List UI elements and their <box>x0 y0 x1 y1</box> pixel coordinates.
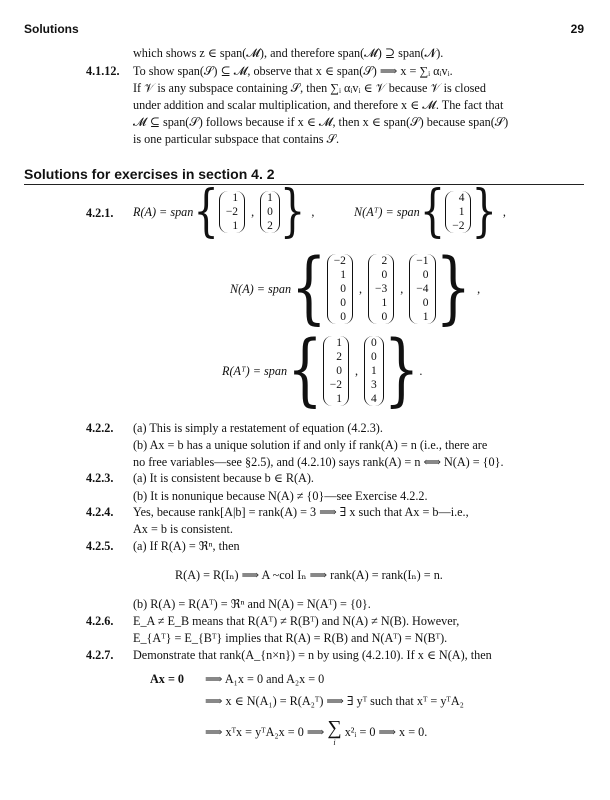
vector <box>368 254 394 324</box>
summation-symbol <box>327 718 341 748</box>
display-equation-line <box>205 718 427 748</box>
exercise-number: 4.2.6. <box>86 614 114 628</box>
vector-entry: 0 <box>371 337 377 349</box>
vector-entry: 0 <box>381 311 388 323</box>
exercise-number: 4.2.3. <box>86 471 114 485</box>
vector-entry: 1 <box>371 365 377 377</box>
exercise-number: 4.2.2. <box>86 421 114 435</box>
text-line: (a) It is consistent because b ∈ R(A). <box>133 471 314 485</box>
vector-entry: 1 <box>336 393 342 405</box>
text-line: E_A ≠ E_B means that R(Aᵀ) ≠ R(Bᵀ) and N(A) ≠ N(B). However, <box>133 614 460 628</box>
section-heading: Solutions for exercises in section 4. 2 <box>24 166 275 182</box>
right-brace: } <box>435 242 472 334</box>
vector <box>445 191 471 233</box>
comma: , <box>477 281 481 296</box>
sum-index: i <box>333 738 336 747</box>
vector-entry: 1 <box>336 337 342 349</box>
vector-entry: 1 <box>232 220 239 232</box>
sigma-glyph: ∑ <box>327 717 342 739</box>
left-brace: { <box>291 242 327 334</box>
vector-entry: 3 <box>371 379 377 391</box>
range-AT-label: R(Aᵀ) = span <box>222 363 288 378</box>
range-A-equation <box>133 179 320 245</box>
text-line: (b) It is nonunique because N(A) ≠ {0}—see Exercise 4.2.2. <box>133 489 428 503</box>
vector-entry: 0 <box>267 206 273 218</box>
text-line: no free variables—see §2.5), and (4.2.10) says rank(A) = n ⟺ N(A) = {0}. <box>133 455 504 469</box>
range-AT-equation <box>222 324 423 416</box>
page-number: 29 <box>570 22 584 36</box>
header-title: Solutions <box>24 22 79 36</box>
text-line: (a) This is simply a restatement of equation (4.2.3). <box>133 421 383 435</box>
comma: , <box>502 204 506 219</box>
vector <box>327 254 353 324</box>
vector <box>364 336 384 406</box>
vector-entry: 4 <box>371 393 377 405</box>
vector-entry: 4 <box>458 192 465 204</box>
vector-entry: −1 <box>416 255 429 267</box>
vector-entry: 0 <box>340 297 346 309</box>
vector <box>260 191 280 233</box>
comma: , <box>311 204 315 219</box>
equation-part: ⟹ xᵀx = yᵀA₂x = 0 ⟹ <box>205 724 328 739</box>
vector-entry: −2 <box>329 379 342 391</box>
vector-entry: 0 <box>340 283 346 295</box>
vector-entry: −4 <box>416 283 429 295</box>
right-brace: } <box>279 179 306 245</box>
exercise-number: 4.2.7. <box>86 648 114 662</box>
text-line: (b) Ax = b has a unique solution if and only if rank(A) = n (i.e., there are <box>133 438 488 452</box>
right-brace: } <box>383 324 420 416</box>
vector-entry: 0 <box>422 269 429 281</box>
text-line: Ax = b is consistent. <box>133 522 233 536</box>
nullspace-A-label: N(A) = span <box>230 281 292 296</box>
vector-entry: 1 <box>340 269 346 281</box>
vector-entry: 0 <box>336 365 342 377</box>
text-line: which shows z ∈ span(𝓜), and therefore span(𝓜) ⊇ span(𝓝). <box>133 46 444 60</box>
vector-entry: 2 <box>381 255 388 267</box>
exercise-number: 4.1.12. <box>86 64 120 78</box>
vector-entry: 2 <box>336 351 342 363</box>
text-line: 𝓜 ⊆ span(𝒮) follows because if x ∈ 𝓜, then x ∈ span(𝒮) because span(𝒮) <box>133 115 509 129</box>
exercise-number: 4.2.4. <box>86 505 114 519</box>
range-A-label: R(A) = span <box>133 204 194 219</box>
comma: , <box>354 363 358 378</box>
vector-entry: −2 <box>452 220 465 232</box>
nullspace-A-equation <box>230 242 486 334</box>
exercise-number: 4.2.5. <box>86 539 114 553</box>
text-line: (a) If R(A) = ℜⁿ, then <box>133 539 240 553</box>
nullspace-AT-equation <box>354 179 512 245</box>
vector-entry: 1 <box>381 297 388 309</box>
vector <box>219 191 245 233</box>
vector-entry: −3 <box>374 283 388 295</box>
vector-entry: 1 <box>267 192 273 204</box>
text-line: Demonstrate that rank(A_{n×n}) = n by using (4.2.10). If x ∈ N(A), then <box>133 648 492 662</box>
text-line: E_{Aᵀ} = E_{Bᵀ} implies that R(A) = R(B) and N(Aᵀ) = N(Bᵀ). <box>133 631 448 645</box>
comma: , <box>400 281 404 296</box>
text-line: under addition and scalar multiplication, and therefore x ∈ 𝓜. The fact that <box>133 98 504 112</box>
display-equation-line: ⟹ x ∈ N(A₁) = R(A₂ᵀ) ⟹ ∃ yᵀ such that xᵀ = yᵀA₂ <box>205 694 464 708</box>
running-header <box>24 22 584 38</box>
display-equation-line: ⟹ A₁x = 0 and A₂x = 0 <box>205 672 325 686</box>
period: . <box>419 363 423 378</box>
right-brace: } <box>471 179 497 245</box>
text-line: is one particular subspace that contains 𝒮. <box>133 132 340 146</box>
vector <box>409 254 435 324</box>
display-equation: R(A) = R(Iₙ) ⟹ A ~col Iₙ ⟹ rank(A) = rank(Iₙ) = n. <box>175 568 443 582</box>
vector-entry: 1 <box>458 206 465 218</box>
left-brace: { <box>193 179 219 245</box>
nullspace-AT-label: N(Aᵀ) = span <box>354 204 420 219</box>
comma: , <box>251 204 255 219</box>
vector-entry: 0 <box>422 297 429 309</box>
vector-entry: −2 <box>225 206 239 218</box>
vector-entry: 0 <box>381 269 388 281</box>
vector-entry: −2 <box>333 255 346 267</box>
left-brace: { <box>419 179 446 245</box>
left-brace: { <box>287 324 323 416</box>
comma: , <box>358 281 362 296</box>
equation-part: x²ᵢ = 0 ⟹ x = 0. <box>344 724 428 739</box>
vector-entry: 1 <box>422 311 429 323</box>
display-equation-lhs: Ax = 0 <box>150 672 185 686</box>
vector-entry: 1 <box>232 192 239 204</box>
text-line: Yes, because rank[A|b] = rank(A) = 3 ⟹ ∃ x such that Ax = b—i.e., <box>133 505 469 519</box>
text-line: If 𝒱 is any subspace containing 𝒮, then ∑ᵢ αᵢvᵢ ∈ 𝒱 because 𝒱 is closed <box>133 81 486 95</box>
exercise-number: 4.2.1. <box>86 206 114 220</box>
vector <box>323 336 349 406</box>
vector-entry: 0 <box>340 311 346 323</box>
text-line: To show span(𝒮) ⊆ 𝓜, observe that x ∈ span(𝒮) ⟹ x = ∑ᵢ αᵢvᵢ. <box>133 64 453 78</box>
text-line: (b) R(A) = R(Aᵀ) = ℜⁿ and N(A) = N(Aᵀ) = {0}. <box>133 597 371 611</box>
vector-entry: 0 <box>371 351 377 363</box>
vector-entry: 2 <box>267 220 273 232</box>
